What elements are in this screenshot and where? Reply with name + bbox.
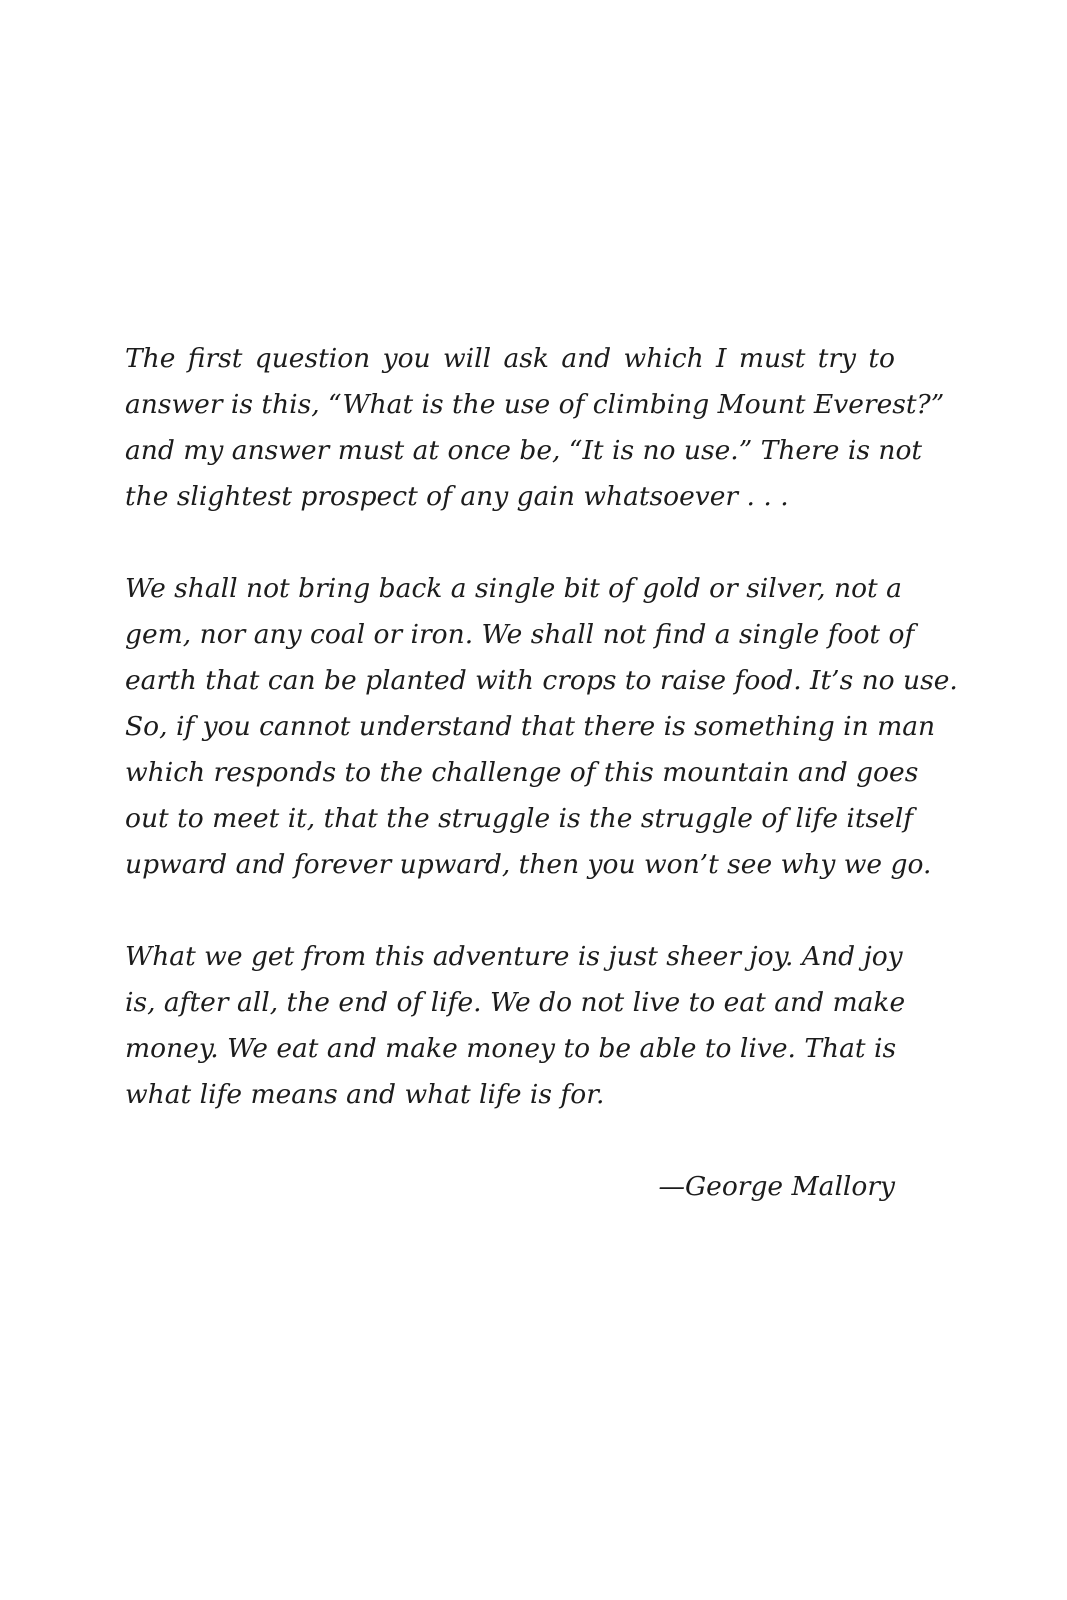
text-line: which responds to the challenge of this mountain and goes	[125, 757, 919, 788]
text-line: and my answer must at once be, “It is no use.” There is not	[125, 435, 923, 466]
epigraph-page	[125, 336, 958, 1210]
text-line: So, if you cannot understand that there is something in man	[125, 711, 936, 742]
text-line: The first question you will ask and which I must try to	[125, 343, 895, 374]
text-line: what life means and what life is for.	[125, 1079, 605, 1110]
quote-paragraph-3	[125, 934, 906, 1118]
text-line: upward and forever upward, then you won’t see why we go.	[125, 849, 932, 880]
text-line: We shall not bring back a single bit of gold or silver, not a	[125, 573, 902, 604]
quote-attribution: —George Mallory	[658, 1171, 895, 1202]
text-line: earth that can be planted with crops to raise food. It’s no use.	[125, 665, 958, 696]
text-line: answer is this, “What is the use of climbing Mount Everest?”	[125, 389, 945, 420]
text-line: is, after all, the end of life. We do not live to eat and make	[125, 987, 906, 1018]
text-line: out to meet it, that the struggle is the struggle of life itself	[125, 803, 914, 834]
text-line: money. We eat and make money to be able to live. That is	[125, 1033, 897, 1064]
text-line: the slightest prospect of any gain whatsoever . . .	[125, 481, 789, 512]
quote-paragraph-2	[125, 566, 958, 888]
text-line: What we get from this adventure is just sheer joy. And joy	[125, 941, 903, 972]
quote-paragraph-1	[125, 336, 945, 520]
text-line: gem, nor any coal or iron. We shall not find a single foot of	[125, 619, 915, 650]
